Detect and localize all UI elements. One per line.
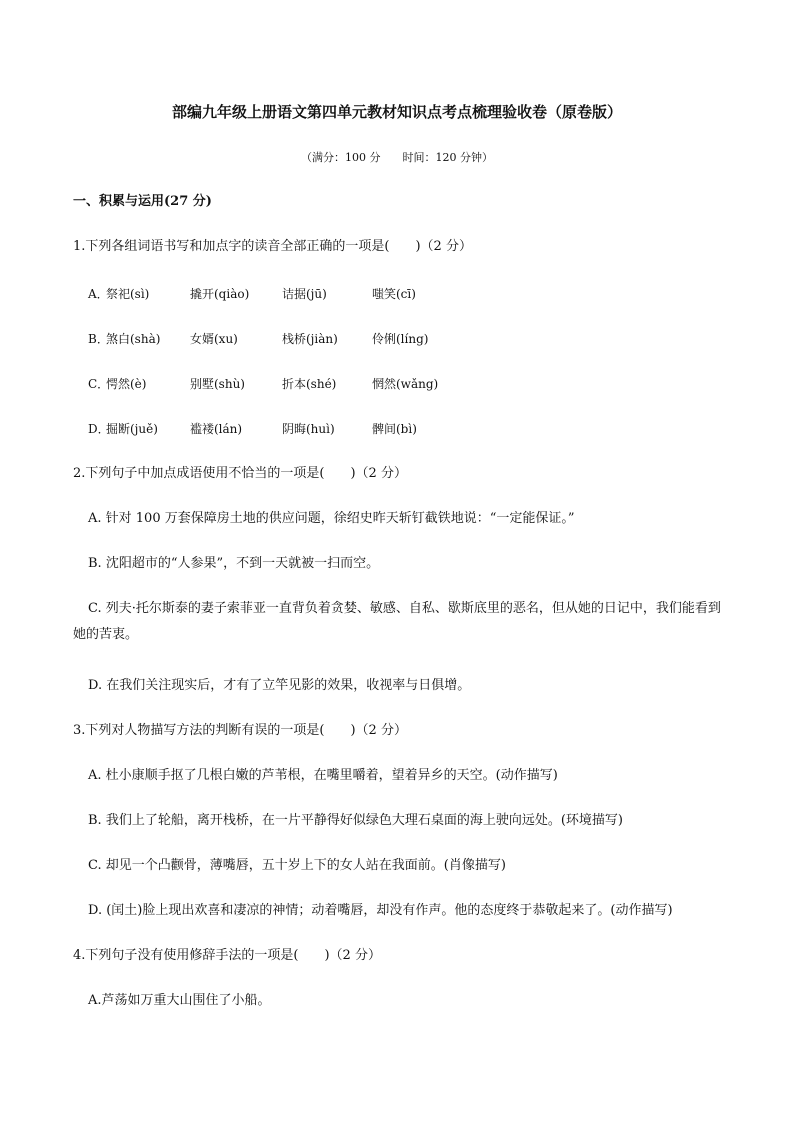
option-word: 伶俐(líng) (372, 332, 429, 346)
option-word: 褴褛(lán) (190, 422, 243, 436)
option-word: 诘据(jū) (282, 287, 327, 301)
option-word: 祭祀(sì) (106, 287, 150, 301)
question-2-option-c: C. 列夫·托尔斯泰的妻子索菲亚一直背负着贪婪、敏感、自私、歇斯底里的恶名，但从她的日记中，我们能看到她的苦衷。 (73, 601, 721, 642)
question-3-option-c: C. 却见一个凸颧骨，薄嘴唇，五十岁上下的女人站在我面前。(肖像描写) (88, 858, 506, 873)
option-word: 折本(shé) (282, 377, 337, 391)
option-word: 栈桥(jiàn) (282, 332, 338, 346)
option-word: 髀间(bì) (372, 422, 417, 436)
question-2-stem: 2.下列句子中加点成语使用不恰当的一项是( )（2 分） (73, 466, 407, 481)
question-3-stem: 3.下列对人物描写方法的判断有误的一项是( )（2 分） (73, 723, 407, 738)
question-3-option-b: B. 我们上了轮船，离开栈桥，在一片平静得好似绿色大理石桌面的海上驶向远处。(环境描写) (88, 813, 623, 828)
question-2-option-a: A. 针对 100 万套保障房土地的供应问题，徐绍史昨天斩钉截铁地说：“一定能保证。” (88, 511, 575, 526)
option-word: 愕然(è) (106, 377, 147, 391)
option-word: 煞白(shà) (106, 332, 161, 346)
option-label: D． (88, 422, 110, 436)
option-word: 阴晦(huì) (282, 422, 335, 436)
question-1-stem: 1.下列各组词语书写和加点字的读音全部正确的一项是( )（2 分） (73, 239, 472, 254)
option-word: 别墅(shù) (190, 377, 245, 391)
option-label: A． (88, 287, 109, 301)
document-subtitle: （满分：100 分 时间：120 分钟） (301, 151, 493, 164)
option-word: 惘然(wǎng) (372, 377, 439, 391)
option-word: 女婿(xu) (190, 332, 238, 346)
question-2-option-d: D. 在我们关注现实后，才有了立竿见影的效果，收视率与日俱增。 (88, 678, 471, 693)
question-3-option-a: A. 杜小康顺手抠了几根白嫩的芦苇根，在嘴里嚼着，望着异乡的天空。(动作描写) (88, 768, 558, 783)
option-word: 嗤笑(cī) (372, 287, 416, 301)
document-title: 部编九年级上册语文第四单元教材知识点考点梳理验收卷（原卷版） (171, 103, 622, 121)
option-word: 撬开(qiào) (190, 287, 250, 301)
question-3-option-d: D. (闰土)脸上现出欢喜和凄凉的神情；动着嘴唇，却没有作声。他的态度终于恭敬起来了。(动作描写) (88, 903, 673, 918)
question-4-stem: 4.下列句子没有使用修辞手法的一项是( )（2 分） (73, 948, 381, 963)
option-label: B． (88, 332, 109, 346)
section-heading: 一、积累与运用(27 分) (73, 194, 212, 209)
question-4-option-a: A.芦荡如万重大山围住了小船。 (88, 993, 271, 1008)
question-2-option-b: B. 沈阳超市的“人参果”，不到一天就被一扫而空。 (88, 556, 380, 571)
option-word: 掘断(juě) (106, 422, 158, 436)
option-label: C． (88, 377, 110, 391)
